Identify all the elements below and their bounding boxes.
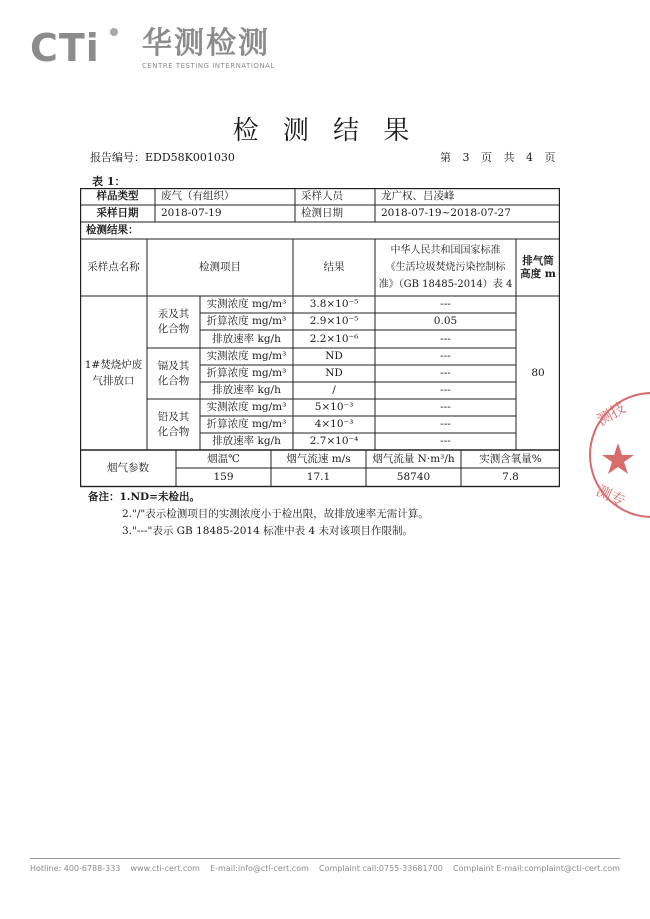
param-value-temp: 159 [213, 470, 234, 483]
col-height-header [516, 239, 560, 296]
mercury-standard-1: --- [440, 298, 451, 310]
footer-email[interactable]: E-mail:info@cti-cert.com [210, 864, 309, 873]
footer-website[interactable]: www.cti-cert.com [130, 864, 200, 873]
col-item-header: 检测项目 [199, 261, 241, 273]
param-value-oxygen: 7.8 [502, 470, 519, 483]
results-label: 检测结果： [86, 224, 139, 236]
footer-divider [30, 858, 620, 859]
col-standard-line-1: 中华人民共和国国家标准 [390, 245, 501, 256]
lead-result-2: 4×10⁻³ [314, 418, 354, 430]
mercury-standard-3: --- [440, 332, 451, 345]
test-date-label: 检测日期 [301, 207, 343, 219]
param-header-flow: 烟气流量 N·m³/h [372, 452, 455, 465]
group-cadmium-line-1: 镉及其 [157, 359, 190, 372]
group-mercury-name [147, 296, 200, 348]
mercury-item-3: 排放速率 kg/h [212, 332, 281, 345]
sample-type-value: 废气（有组织） [161, 190, 235, 202]
flue-gas-params-label: 烟气参数 [107, 461, 149, 474]
mercury-standard-2: 0.05 [433, 315, 458, 327]
seal-text-top: 测技 [593, 398, 629, 430]
logo-cti-text: CTi [30, 26, 100, 70]
table-caption: 表 1： [92, 175, 126, 188]
param-header-temp: 烟温℃ [207, 452, 240, 465]
sampling-point-line-1: 1#焚烧炉废 [84, 359, 143, 371]
col-height-line-1: 排气筒 [522, 254, 554, 267]
footer-complaint-call: Complaint call:0755-33681700 [319, 864, 443, 873]
sampler-value: 龙广权、吕凌峰 [381, 190, 455, 202]
param-value-flow: 58740 [396, 470, 431, 483]
col-standard-header [375, 241, 516, 294]
group-cadmium-name [147, 348, 200, 399]
page-info: 第 3 页 共 4 页 [440, 151, 556, 164]
group-mercury-line-2: 化合物 [157, 323, 190, 335]
lead-standard-2: --- [440, 418, 451, 430]
sampling-point-line-2: 气排放口 [92, 375, 135, 387]
col-standard-line-3: 准》（GB 18485-2014）表 4 [378, 279, 513, 290]
cadmium-item-3: 排放速率 kg/h [212, 384, 281, 396]
logo-english-name: CENTRE TESTING INTERNATIONAL [142, 62, 275, 70]
sampler-label: 采样人员 [301, 190, 343, 202]
lead-standard-1: --- [440, 401, 451, 413]
cadmium-result-2: ND [325, 367, 343, 379]
param-header-velocity: 烟气流速 m/s [286, 452, 351, 465]
cadmium-standard-3: --- [440, 384, 451, 396]
logo-chinese-name: 华测检测 [142, 26, 270, 61]
lead-result-1: 5×10⁻³ [314, 401, 354, 413]
stack-height-value: 80 [531, 366, 545, 379]
group-lead-line-2: 化合物 [157, 425, 190, 438]
sample-type-label: 样品类型 [96, 190, 139, 202]
col-result-header: 结果 [323, 261, 345, 273]
param-header-oxygen: 实测含氧量% [479, 452, 542, 465]
logo-dot-icon [110, 28, 118, 36]
cadmium-item-2: 折算浓度 mg/m³ [206, 367, 287, 379]
note-1: 备注：1.ND=未检出。 [88, 491, 200, 503]
mercury-result-3: 2.2×10⁻⁶ [309, 332, 359, 345]
group-cadmium-line-2: 化合物 [157, 374, 190, 387]
sampling-point-name [80, 296, 147, 450]
group-lead-name [147, 399, 200, 450]
report-number: 报告编号：EDD58K001030 [90, 151, 235, 164]
param-value-velocity: 17.1 [306, 470, 331, 483]
mercury-result-2: 2.9×10⁻⁵ [309, 315, 359, 327]
lead-standard-3: --- [440, 435, 451, 447]
footer-hotline: Hotline: 400-6788-333 [30, 864, 121, 873]
mercury-result-1: 3.8×10⁻⁵ [309, 298, 359, 310]
lead-item-3: 排放速率 kg/h [212, 435, 281, 447]
sampling-date-label: 采样日期 [96, 207, 139, 219]
sampling-date-value: 2018-07-19 [161, 207, 222, 219]
cadmium-standard-2: --- [440, 367, 451, 379]
page-footer [30, 864, 620, 873]
lead-result-3: 2.7×10⁻⁴ [309, 435, 359, 447]
note-3: 3."---"表示 GB 18485-2014 标准中表 4 未对该项目作限制。 [122, 525, 413, 537]
lead-item-1: 实测浓度 mg/m³ [206, 401, 287, 413]
col-height-line-2: 高度 m [520, 267, 556, 280]
notes-section [88, 489, 429, 540]
test-date-value: 2018-07-19~2018-07-27 [381, 207, 511, 219]
note-2: 2."/"表示检测项目的实测浓度小于检出限，故排放速率无需计算。 [122, 508, 429, 520]
seal-stamp [582, 385, 650, 525]
cadmium-item-1: 实测浓度 mg/m³ [206, 350, 287, 362]
company-logo [30, 26, 290, 76]
mercury-item-2: 折算浓度 mg/m³ [206, 315, 287, 327]
col-standard-line-2: 《生活垃圾焚烧污染控制标 [385, 262, 506, 273]
col-point-header: 采样点名称 [87, 261, 140, 273]
lead-item-2: 折算浓度 mg/m³ [206, 418, 287, 430]
results-table [80, 188, 560, 488]
group-lead-line-1: 铅及其 [157, 410, 190, 423]
seal-text-bottom: 测专 [593, 481, 629, 511]
cadmium-result-1: ND [325, 350, 343, 362]
group-mercury-line-1: 汞及其 [157, 308, 190, 320]
mercury-item-1: 实测浓度 mg/m³ [206, 298, 287, 310]
footer-complaint-email[interactable]: Complaint E-mail:complaint@cti-cert.com [452, 864, 620, 873]
document-title: 检 测 结 果 [232, 116, 418, 146]
cadmium-standard-1: --- [440, 350, 451, 362]
cadmium-result-3: / [332, 384, 336, 396]
